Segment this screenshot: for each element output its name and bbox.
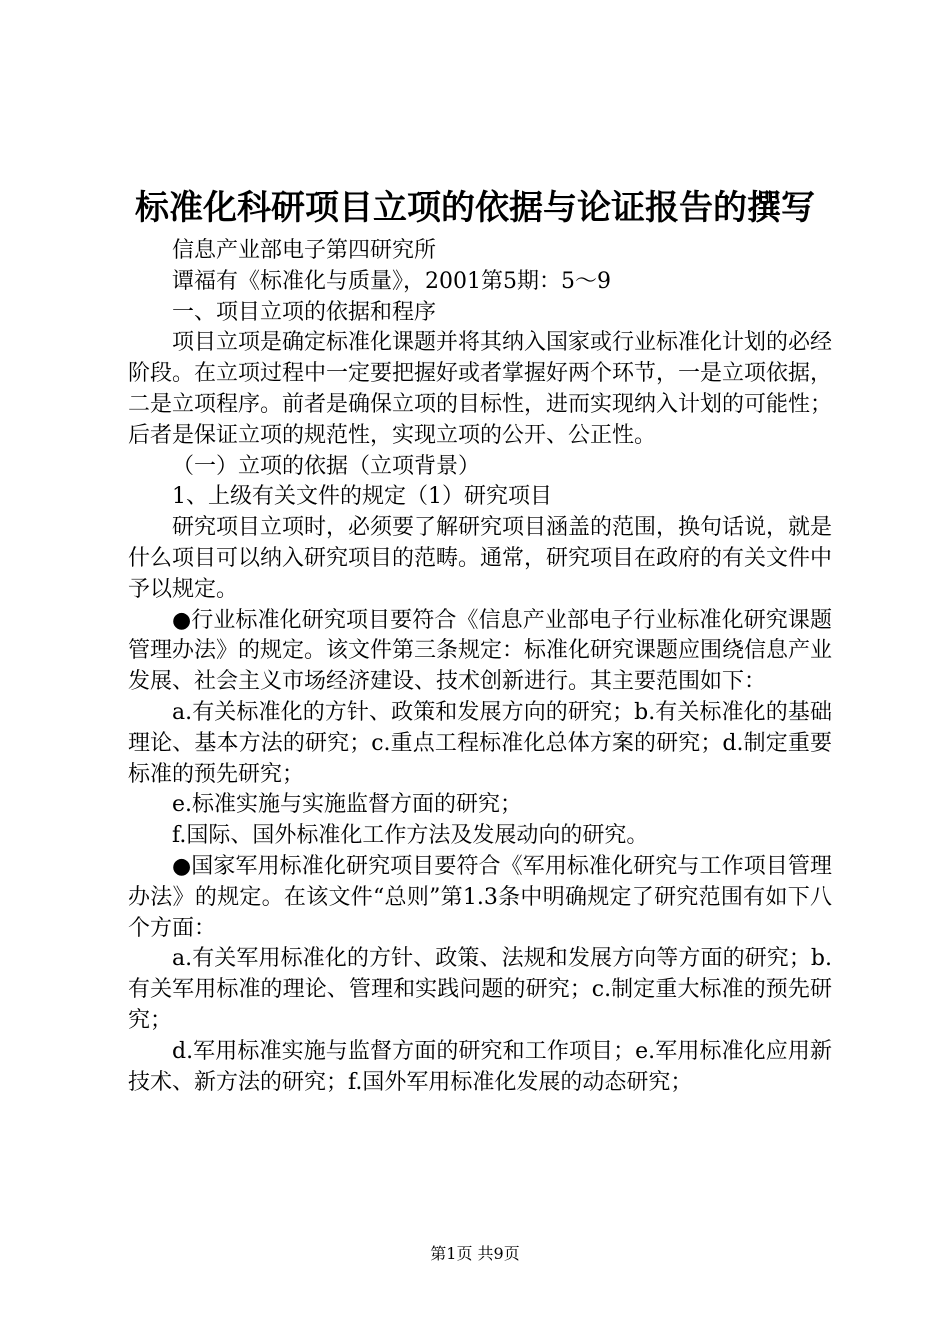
list-paragraph: d.军用标准实施与监督方面的研究和工作项目；e.军用标准化应用新技术、新方法的研究；f.国外军用标准化发展的动态研究； bbox=[128, 1038, 832, 1095]
paragraph: 研究项目立项时，必须要了解研究项目涵盖的范围，换句话说，就是什么项目可以纳入研究项目的范畴。通常，研究项目在政府的有关文件中予以规定。 bbox=[128, 515, 833, 602]
list-paragraph: a.有关军用标准化的方针、政策、法规和发展方向等方面的研究；b.有关军用标准的理论、管理和实践问题的研究；c.制定重大标准的预先研究； bbox=[128, 946, 832, 1033]
list-paragraph: a.有关标准化的方针、政策和发展方向的研究；b.有关标准化的基础理论、基本方法的研究；c.重点工程标准化总体方案的研究；d.制定重要标准的预先研究； bbox=[128, 699, 832, 787]
paragraph-citation: 谭福有《标准化与质量》，2001第5期：5～9 bbox=[172, 268, 611, 294]
document-body bbox=[128, 236, 832, 1098]
list-paragraph: e.标准实施与实施监督方面的研究； bbox=[172, 792, 523, 818]
subsection-heading: （一）立项的依据（立项背景） bbox=[172, 453, 481, 479]
page-number-footer: 第1页 共9页 bbox=[430, 1244, 520, 1263]
paragraph-institution: 信息产业部电子第四研究所 bbox=[172, 238, 437, 263]
bullet-paragraph: ●行业标准化研究项目要符合《信息产业部电子行业标准化研究课题管理办法》的规定。该文件第三条规定：标准化研究课题应围绕信息产业发展、社会主义市场经济建设、技术创新进行。其主要范围如下： bbox=[128, 607, 833, 695]
document-title: 标准化科研项目立项的依据与论证报告的撰写 bbox=[135, 188, 815, 228]
list-paragraph: f.国际、国外标准化工作方法及发展动向的研究。 bbox=[172, 823, 649, 849]
subsection-heading: 1、上级有关文件的规定（1）研究项目 bbox=[172, 484, 552, 510]
paragraph: 项目立项是确定标准化课题并将其纳入国家或行业标准化计划的必经阶段。在立项过程中一定要把握好或者掌握好两个环节，一是立项依据，二是立项程序。前者是确保立项的目标性，进而实现纳入计划的可能性；后者是保证立项的规范性，实现立项的公开、公正性。 bbox=[128, 330, 833, 448]
bullet-paragraph: ●国家军用标准化研究项目要符合《军用标准化研究与工作项目管理办法》的规定。在该文件“总则”第1.3条中明确规定了研究范围有如下八个方面： bbox=[128, 853, 832, 941]
section-heading-1: 一、项目立项的依据和程序 bbox=[172, 299, 437, 325]
